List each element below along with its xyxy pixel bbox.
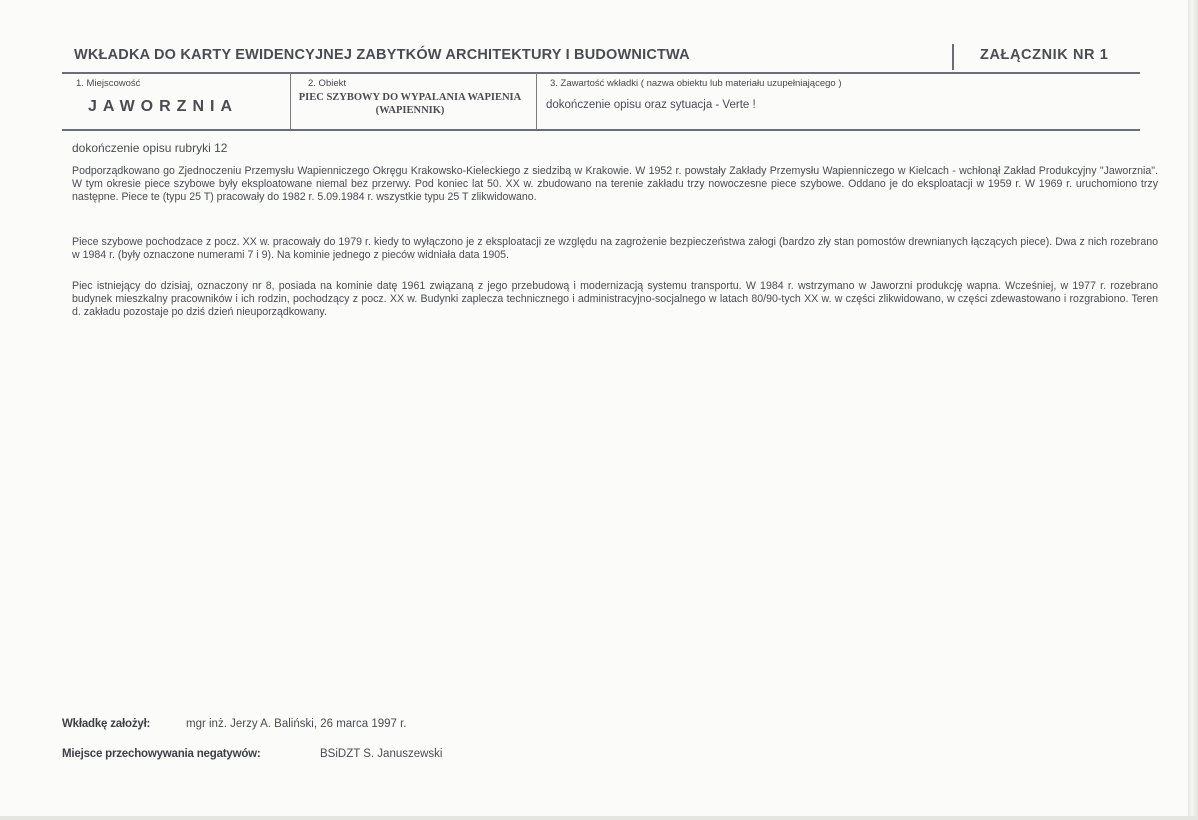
- scan-bottom-edge: [0, 816, 1198, 820]
- contents-label: 3. Zawartość wkładki ( nazwa obiektu lub materiału uzupełniającego ): [550, 78, 842, 89]
- author-value: mgr inż. Jerzy A. Baliński, 26 marca 1997 r.: [186, 718, 407, 730]
- contents-value: dokończenie opisu oraz sytuacja - Verte !: [546, 99, 756, 111]
- field-divider: [290, 73, 291, 129]
- body-paragraph: Podporządkowano go Zjednoczeniu Przemysłu Wapienniczego Okręgu Krakowsko-Kieleckiego z siedzibą w Krakowie. W 1952 r. powstały Zakłady Przemysłu Wapienniczego w Kielcach - wchłonął Zakład Produkcyjny "Jaworznia". W tym okresie piece szybowe były eksploatowane niemal bez przerwy. Pod koniec lat 50. XX w. zbudowano na terenie zakładu trzy nowoczesne piece szybowe. Oddano je do eksploatacji w 1959 r. W 1969 r. uruchomiono trzy następne. Piece te (typu 25 T) pracowały do 1982 r. 5.09.1984 r. wszystkie typu 25 T zlikwidowano.: [72, 165, 1158, 204]
- locality-label: 1. Miejscowość: [76, 78, 141, 89]
- author-label: Wkładkę założył:: [62, 718, 151, 730]
- object-label: 2. Obiekt: [308, 78, 347, 89]
- record-fields-row: [62, 73, 1140, 131]
- document-header: [62, 42, 1140, 74]
- body-paragraph: Piec istniejący do dzisiaj, oznaczony nr 8, posiada na kominie datę 1961 związaną z jego przebudową i modernizacją systemu transportu. W 1984 r. wstrzymano w Jaworzni produkcję wapna. Wcześniej, w 1977 r. rozebrano budynek mieszkalny pracowników i ich rodzin, pochodzący z pocz. XX w. Budynki zaplecza technicznego i administracyjno-socjalnego w latach 80/90-tych XX w. w części zlikwidowano, w części zdewastowano i rozgrabiono. Teren d. zakładu pozostaje po dziś dzień nieuporządkowany.: [72, 280, 1158, 319]
- field-divider: [536, 73, 537, 129]
- negatives-location-label: Miejsce przechowywania negatywów:: [62, 748, 261, 760]
- negatives-location-value: BSiDZT S. Januszewski: [320, 748, 443, 760]
- annex-number: ZAŁĄCZNIK NR 1: [980, 47, 1109, 63]
- locality-value: JAWORZNIA: [88, 98, 238, 115]
- section-heading: dokończenie opisu rubryki 12: [72, 141, 228, 155]
- header-divider: [952, 44, 954, 70]
- object-value: PIEC SZYBOWY DO WYPALANIA WAPIENIA (WAPIENNIK): [298, 92, 522, 116]
- body-paragraph: Piece szybowe pochodzace z pocz. XX w. pracowały do 1979 r. kiedy to wyłączono je z eksploatacji ze względu na zagrożenie bezpieczeństwa załogi (bardzo zły stan pomostów drewnianych łączących piece). Dwa z nich rozebrano w 1984 r. (były oznaczone numerami 7 i 9). Na kominie jednego z pieców widniała data 1905.: [72, 236, 1158, 262]
- document-title: WKŁADKA DO KARTY EWIDENCYJNEJ ZABYTKÓW ARCHITEKTURY I BUDOWNICTWA: [74, 47, 690, 63]
- scan-edge: [1188, 0, 1198, 820]
